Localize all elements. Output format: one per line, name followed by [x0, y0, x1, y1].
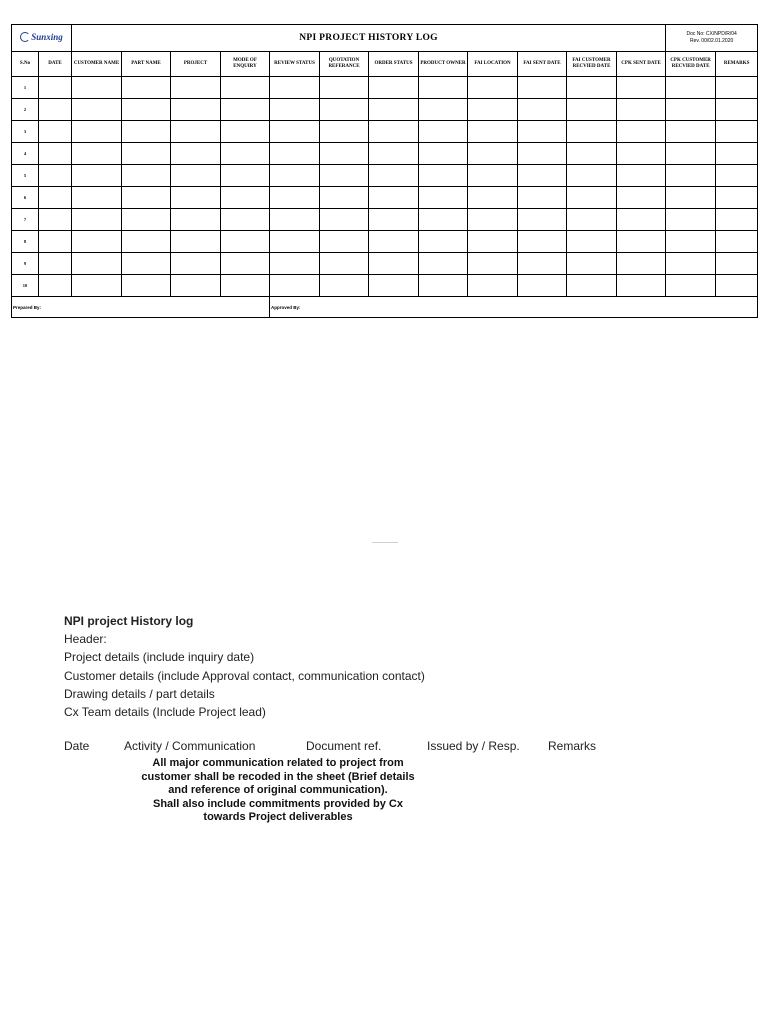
- table-cell: [419, 165, 468, 187]
- table-cell: [518, 209, 567, 231]
- table-cell: [320, 253, 369, 275]
- table-cell: [468, 187, 518, 209]
- table-cell: [369, 187, 419, 209]
- table-cell: [122, 143, 171, 165]
- table-cell: [72, 99, 122, 121]
- table-cell: [567, 77, 617, 99]
- logo-mark-icon: [20, 32, 30, 42]
- column-header: QUOTATION REFERANCE: [320, 52, 369, 77]
- table-cell: [567, 143, 617, 165]
- notes-heading: NPI project History log: [64, 614, 194, 628]
- table-cell: [221, 187, 270, 209]
- row-number: 1: [12, 77, 39, 99]
- table-cell: [567, 275, 617, 297]
- table-cell: [567, 209, 617, 231]
- table-cell: [171, 253, 221, 275]
- table-cell: [468, 275, 518, 297]
- npi-history-log-table: [11, 24, 758, 318]
- notes-line: Cx Team details (Include Project lead): [64, 704, 266, 719]
- table-cell: [518, 187, 567, 209]
- table-cell: [468, 99, 518, 121]
- table-cell: [468, 209, 518, 231]
- column-header: REVIEW STATUS: [270, 52, 320, 77]
- table-cell: [468, 121, 518, 143]
- table-cell: [320, 143, 369, 165]
- table-cell: [221, 165, 270, 187]
- table-cell: [666, 77, 716, 99]
- table-cell: [39, 99, 72, 121]
- approved-by: Approved By:: [270, 297, 758, 318]
- notes-line: Customer details (include Approval contact, communication contact): [64, 668, 425, 683]
- table-cell: [221, 253, 270, 275]
- table-cell: [122, 275, 171, 297]
- table-cell: [39, 275, 72, 297]
- table-cell: [666, 231, 716, 253]
- table-cell: [39, 187, 72, 209]
- document-reference: [666, 25, 758, 52]
- description-line: customer shall be recoded in the sheet (Brief details: [141, 770, 415, 783]
- table-cell: [716, 99, 758, 121]
- column-header: CPK SENT DATE: [617, 52, 666, 77]
- row-number: 5: [12, 165, 39, 187]
- table-cell: [468, 143, 518, 165]
- title-row: [12, 25, 758, 52]
- table-cell: [122, 99, 171, 121]
- table-cell: [369, 165, 419, 187]
- table-cell: [72, 143, 122, 165]
- document-title: NPI PROJECT HISTORY LOG: [72, 25, 666, 52]
- table-cell: [617, 187, 666, 209]
- table-cell: [122, 187, 171, 209]
- table-cell: [39, 253, 72, 275]
- column-header: FAI LOCATION: [468, 52, 518, 77]
- notes-line: Drawing details / part details: [64, 686, 215, 701]
- table-cell: [320, 99, 369, 121]
- table-cell: [666, 121, 716, 143]
- signature-row: [12, 297, 758, 318]
- table-cell: [567, 187, 617, 209]
- description-line: All major communication related to project from: [152, 757, 404, 769]
- table-cell: [171, 121, 221, 143]
- table-cell: [39, 231, 72, 253]
- table-cell: [716, 275, 758, 297]
- column-header: PROJECT: [171, 52, 221, 77]
- table-cell: [716, 143, 758, 165]
- table-cell: [666, 253, 716, 275]
- table-cell: [567, 253, 617, 275]
- table-cell: [72, 231, 122, 253]
- table-cell: [419, 275, 468, 297]
- prepared-by: Prepared By:: [12, 297, 270, 318]
- table-cell: [72, 187, 122, 209]
- table-cell: [270, 121, 320, 143]
- log-col-date: Date: [64, 739, 90, 753]
- table-cell: [122, 209, 171, 231]
- table-cell: [518, 143, 567, 165]
- table-cell: [666, 99, 716, 121]
- table-cell: [122, 77, 171, 99]
- table-cell: [320, 121, 369, 143]
- table-cell: [419, 187, 468, 209]
- column-header: S.No: [12, 52, 39, 77]
- table-cell: [72, 209, 122, 231]
- table-cell: [468, 231, 518, 253]
- table-cell: [617, 143, 666, 165]
- table-cell: [369, 275, 419, 297]
- table-cell: [171, 77, 221, 99]
- log-description: [118, 757, 438, 825]
- notes-section: [64, 612, 425, 721]
- table-cell: [567, 165, 617, 187]
- table-cell: [617, 231, 666, 253]
- table-cell: [171, 165, 221, 187]
- table-cell: [39, 165, 72, 187]
- table-cell: [716, 209, 758, 231]
- table-cell: [419, 143, 468, 165]
- table-cell: [419, 253, 468, 275]
- notes-line: Project details (include inquiry date): [64, 650, 255, 665]
- table-cell: [567, 99, 617, 121]
- revision: Rev. 00/02.01.2020: [689, 38, 734, 44]
- table-cell: [171, 275, 221, 297]
- table-row: [12, 99, 758, 121]
- table-cell: [419, 121, 468, 143]
- table-cell: [369, 253, 419, 275]
- table-cell: [419, 209, 468, 231]
- table-cell: [468, 165, 518, 187]
- table-cell: [122, 165, 171, 187]
- table-cell: [716, 77, 758, 99]
- table-cell: [666, 187, 716, 209]
- notes-line: Header:: [64, 632, 107, 647]
- table-cell: [122, 121, 171, 143]
- table-cell: [716, 231, 758, 253]
- table-cell: [567, 121, 617, 143]
- table-cell: [567, 231, 617, 253]
- table-cell: [419, 231, 468, 253]
- table-cell: [221, 275, 270, 297]
- table-cell: [468, 253, 518, 275]
- table-cell: [320, 77, 369, 99]
- table-cell: [369, 143, 419, 165]
- log-col-activity: Activity / Communication: [124, 739, 256, 753]
- column-header-row: [12, 52, 758, 77]
- column-header: PART NAME: [122, 52, 171, 77]
- logo-text: Sunxing: [31, 32, 63, 42]
- table-cell: [221, 143, 270, 165]
- table-cell: [419, 77, 468, 99]
- column-header: PRODUCT OWNER: [419, 52, 468, 77]
- column-header: CPK CUSTOMER RECVIED DATE: [666, 52, 716, 77]
- table-row: [12, 187, 758, 209]
- column-header: MODE OF ENQUIRY: [221, 52, 270, 77]
- row-number: 4: [12, 143, 39, 165]
- table-cell: [270, 165, 320, 187]
- logo-cell: [12, 25, 72, 52]
- column-header: DATE: [39, 52, 72, 77]
- log-col-issued-by: Issued by / Resp.: [427, 739, 520, 753]
- table-cell: [39, 143, 72, 165]
- table-cell: [72, 121, 122, 143]
- table-cell: [617, 253, 666, 275]
- row-number: 2: [12, 99, 39, 121]
- table-cell: [270, 209, 320, 231]
- table-cell: [716, 187, 758, 209]
- table-cell: [171, 187, 221, 209]
- log-column-headings: [64, 739, 624, 755]
- table-cell: [221, 99, 270, 121]
- table-cell: [221, 121, 270, 143]
- table-cell: [617, 275, 666, 297]
- table-cell: [122, 253, 171, 275]
- table-cell: [518, 165, 567, 187]
- table-cell: [72, 165, 122, 187]
- company-logo: [20, 32, 63, 42]
- table-cell: [518, 253, 567, 275]
- table-cell: [320, 275, 369, 297]
- description-line: towards Project deliverables: [203, 811, 353, 823]
- column-header: FAI SENT DATE: [518, 52, 567, 77]
- table-cell: [419, 99, 468, 121]
- row-number: 8: [12, 231, 39, 253]
- table-cell: [270, 275, 320, 297]
- table-row: [12, 77, 758, 99]
- table-cell: [39, 121, 72, 143]
- table-cell: [221, 209, 270, 231]
- table-row: [12, 165, 758, 187]
- table-cell: [666, 165, 716, 187]
- row-number: 10: [12, 275, 39, 297]
- row-number: 6: [12, 187, 39, 209]
- table-cell: [617, 209, 666, 231]
- doc-number: Doc No: CX/NPD/R/04: [686, 31, 737, 37]
- table-cell: [666, 209, 716, 231]
- column-header: CUSTOMER NAME: [72, 52, 122, 77]
- table-cell: [369, 231, 419, 253]
- table-cell: [270, 77, 320, 99]
- log-col-document-ref: Document ref.: [306, 739, 382, 753]
- table-cell: [468, 77, 518, 99]
- table-cell: [221, 77, 270, 99]
- table-cell: [320, 165, 369, 187]
- table-cell: [270, 187, 320, 209]
- log-col-remarks: Remarks: [548, 739, 597, 753]
- table-cell: [320, 209, 369, 231]
- table-cell: [270, 99, 320, 121]
- table-row: [12, 209, 758, 231]
- table-row: [12, 275, 758, 297]
- description-line: and reference of original communication).: [168, 784, 388, 796]
- table-cell: [617, 165, 666, 187]
- table-cell: [716, 165, 758, 187]
- column-header: ORDER STATUS: [369, 52, 419, 77]
- table-cell: [716, 253, 758, 275]
- table-row: [12, 143, 758, 165]
- table-cell: [617, 121, 666, 143]
- table-row: [12, 253, 758, 275]
- table-cell: [320, 231, 369, 253]
- table-cell: [221, 231, 270, 253]
- table-cell: [72, 253, 122, 275]
- table-cell: [270, 253, 320, 275]
- table-cell: [716, 121, 758, 143]
- column-header: FAI CUSTOMER RECVIED DATE: [567, 52, 617, 77]
- table-cell: [320, 187, 369, 209]
- table-cell: [369, 209, 419, 231]
- table-cell: [72, 77, 122, 99]
- page-divider: [372, 542, 398, 543]
- table-cell: [617, 99, 666, 121]
- row-number: 3: [12, 121, 39, 143]
- column-header: REMARKS: [716, 52, 758, 77]
- table-cell: [518, 275, 567, 297]
- table-cell: [369, 77, 419, 99]
- table-cell: [518, 99, 567, 121]
- table-cell: [666, 143, 716, 165]
- description-line: Shall also include commitments provided by Cx: [152, 797, 403, 810]
- table-cell: [518, 121, 567, 143]
- table-cell: [270, 143, 320, 165]
- row-number: 7: [12, 209, 39, 231]
- table-cell: [666, 275, 716, 297]
- table-row: [12, 231, 758, 253]
- table-cell: [171, 231, 221, 253]
- table-cell: [171, 99, 221, 121]
- table-cell: [369, 121, 419, 143]
- table-cell: [122, 231, 171, 253]
- table-cell: [518, 231, 567, 253]
- table-cell: [171, 209, 221, 231]
- table-cell: [39, 77, 72, 99]
- table-cell: [171, 143, 221, 165]
- table-cell: [617, 77, 666, 99]
- table-row: [12, 121, 758, 143]
- table-cell: [39, 209, 72, 231]
- table-cell: [518, 77, 567, 99]
- row-number: 9: [12, 253, 39, 275]
- table-cell: [72, 275, 122, 297]
- table-cell: [270, 231, 320, 253]
- table-cell: [369, 99, 419, 121]
